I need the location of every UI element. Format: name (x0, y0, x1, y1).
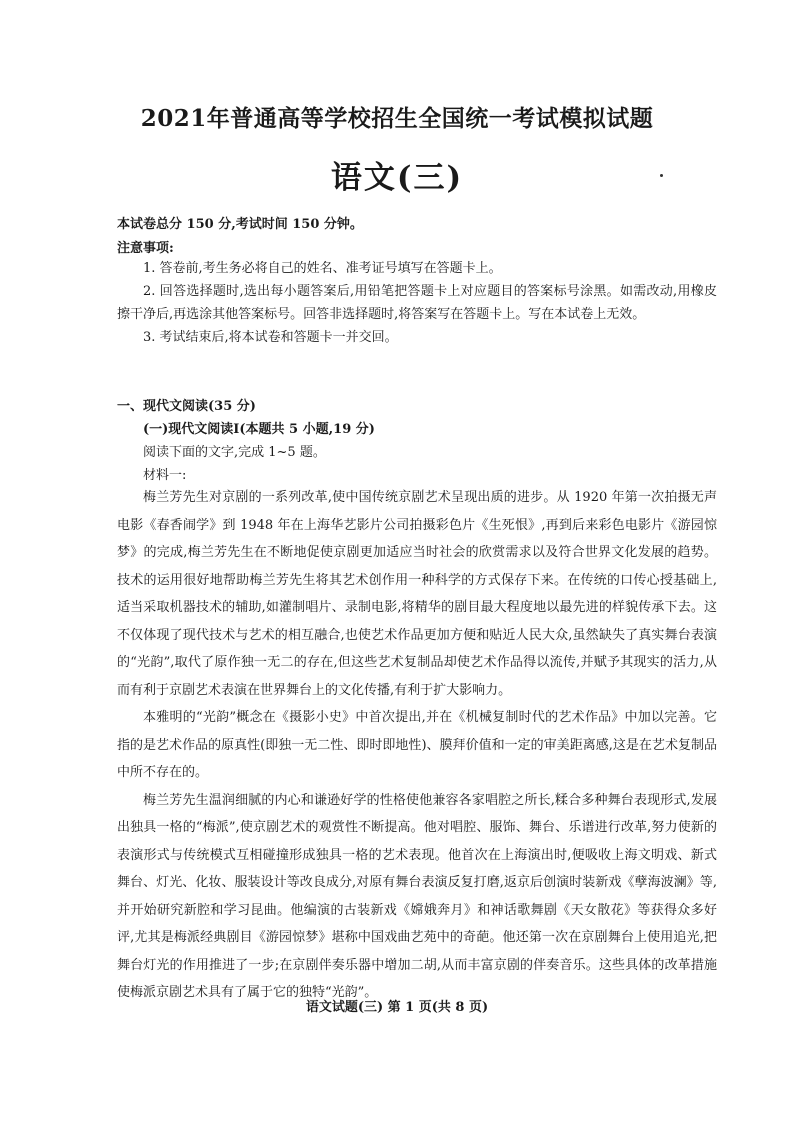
notice-item: 2. 回答选择题时,选出每小题答案后,用铅笔把答题卡上对应题目的答案标号涂黑。如需改动,用橡皮擦干净后,再选涂其他答案标号。回答非选择题时,将答案写在答题卡上。写在本试卷上无效。 (117, 284, 717, 322)
exam-title: 2021年普通高等学校招生全国统一考试模拟试题 (140, 105, 654, 132)
stray-mark (660, 174, 663, 177)
section-title: 一、现代文阅读(35 分) (117, 399, 256, 414)
notice-heading: 注意事项: (117, 241, 174, 256)
reading-instruction: 阅读下面的文字,完成 1~5 题。 (143, 445, 326, 460)
exam-info: 本试卷总分 150 分,考试时间 150 分钟。 (117, 217, 363, 232)
exam-subtitle: 语文(三) (330, 160, 464, 196)
material-label: 材料一: (143, 468, 187, 483)
passage (117, 484, 717, 1007)
page-footer: 语文试题(三) 第 1 页(共 8 页) (305, 1000, 489, 1015)
section-subtitle: (一)现代文阅读Ⅰ(本题共 5 小题,19 分) (143, 422, 375, 437)
notice-item: 1. 答卷前,考生务必将自己的姓名、准考证号填写在答题卡上。 (143, 261, 502, 276)
passage-paragraph: 本雅明的“光韵”概念在《摄影小史》中首次提出,并在《机械复制时代的艺术作品》中加以完善。它指的是艺术作品的原真性(即独一无二性、即时即地性)、膜拜价值和一定的审美距离感,这是在艺术复制品中所不存在的。 (117, 710, 717, 780)
notice-list (117, 257, 717, 349)
passage-paragraph: 梅兰芳先生温润细腻的内心和谦逊好学的性格使他兼容各家唱腔之所长,糅合多种舞台表现形式,发展出独具一格的“梅派”,使京剧艺术的观赏性不断提高。他对唱腔、服饰、舞台、乐谱进行改革,努力使新的表演形式与传统模式互相碰撞形成独具一格的艺术表现。他首次在上海演出时,便吸收上海文明戏、新式舞台、灯光、化妆、服装设计等改良成分,对原有舞台表演反复打磨,返京后创演时装新戏《孽海波澜》等,并开始研究新腔和学习昆曲。他编演的古装新戏《嫦娥奔月》和神话歌舞剧《天女散花》等获得众多好评,尤其是梅派经典剧目《游园惊梦》堪称中国戏曲艺苑中的奇葩。他还第一次在京剧舞台上使用追光,把舞台灯光的作用推进了一步;在京剧伴奏乐器中增加二胡,从而丰富京剧的伴奏音乐。这些具体的改革措施使梅派京剧艺术具有了属于它的独特“光韵”。 (117, 792, 717, 1000)
passage-paragraph: 梅兰芳先生对京剧的一系列改革,使中国传统京剧艺术呈现出质的进步。从 1920 年第一次拍摄无声电影《春香闹学》到 1948 年在上海华艺影片公司拍摄彩色片《生死恨》,再到后来彩色电影片《游园惊梦》的完成,梅兰芳先生在不断地促使京剧更加适应当时社会的欣赏需求以及符合世界文化发展的趋势。技术的运用很好地帮助梅兰芳先生将其艺术创作用一种科学的方式保存下来。在传统的口传心授基础上,适当采取机器技术的辅助,如灌制唱片、录制电影,将精华的剧目最大程度地以最先进的样貌传承下去。这不仅体现了现代技术与艺术的相互融合,也使艺术作品更加方便和贴近人民大众,虽然缺失了真实舞台表演的“光韵”,取代了原作独一无二的存在,但这些艺术复制品却使艺术作品得以流传,并赋予其现实的活力,从而有利于京剧艺术表演在世界舞台上的文化传播,有利于扩大影响力。 (117, 490, 717, 698)
notice-item: 3. 考试结束后,将本试卷和答题卡一并交回。 (143, 330, 398, 345)
